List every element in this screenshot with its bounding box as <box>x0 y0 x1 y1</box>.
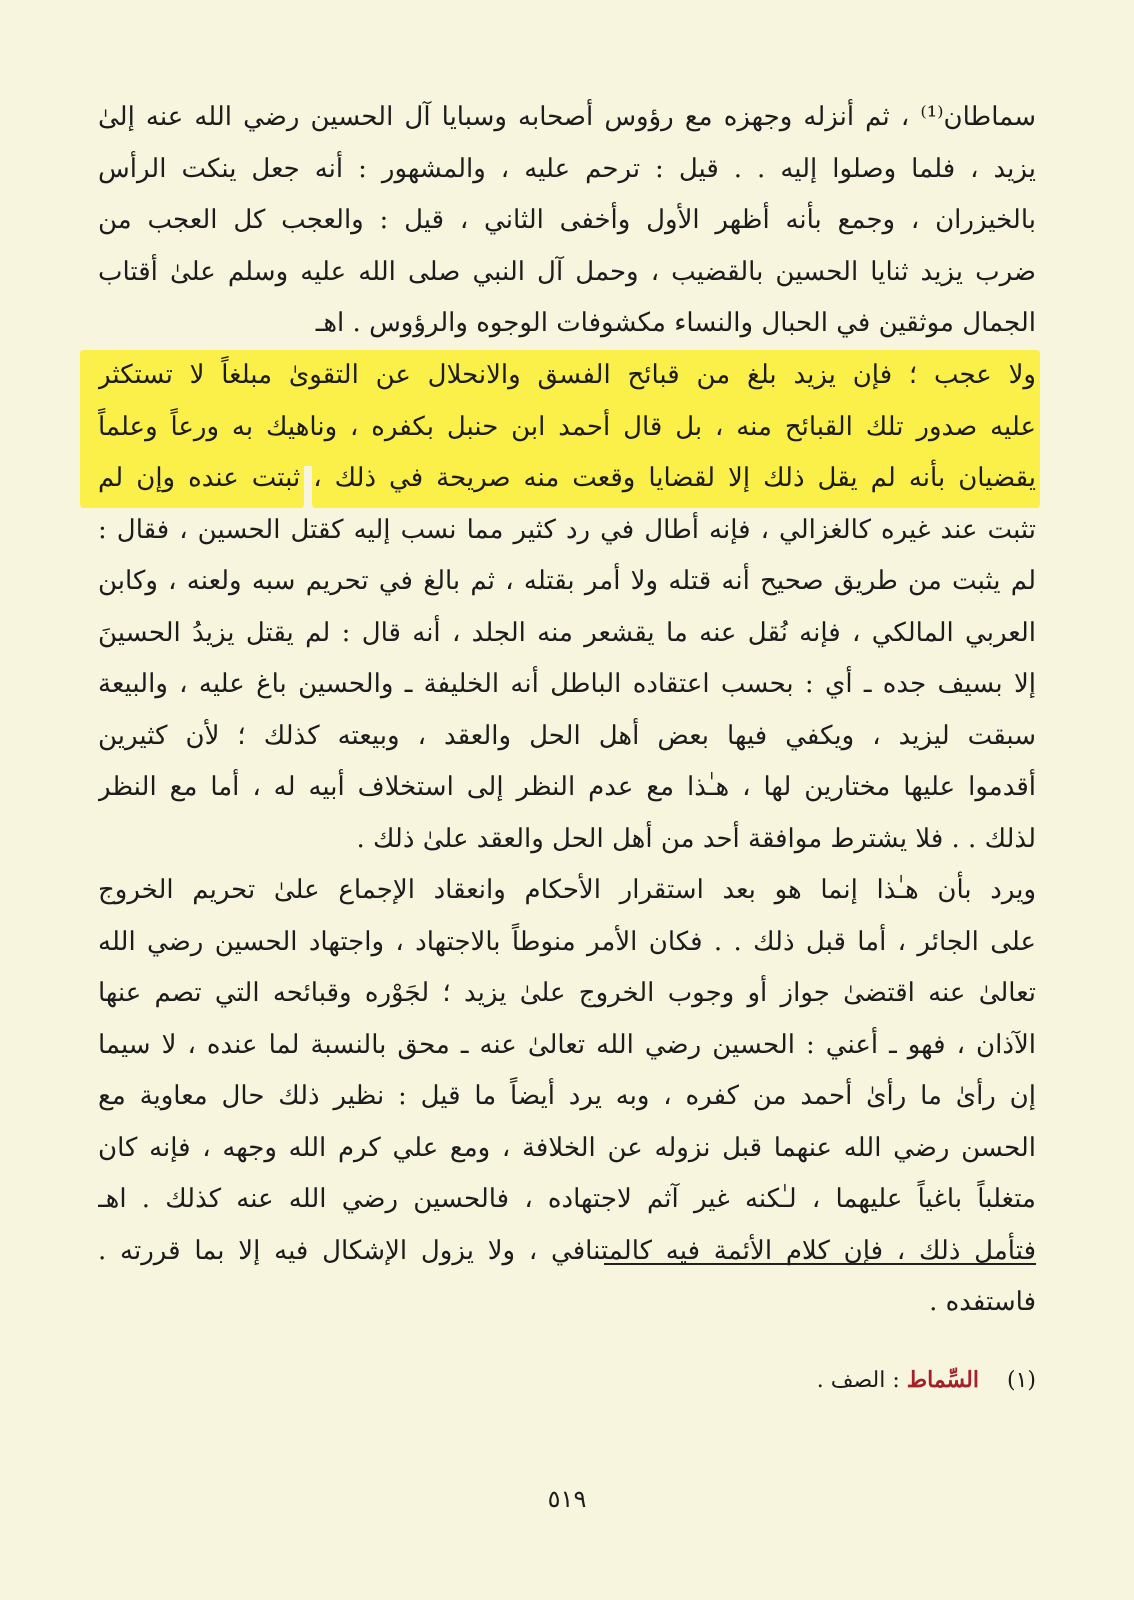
text-line: أقدموا عليها مختارين لها ، هـٰذا مع عدم النظر إلى استخلاف أبيه له ، أما مع النظر <box>98 772 1036 802</box>
paragraph-3 <box>98 865 1036 1329</box>
text-line: تثبت عند غيره كالغزالي ، فإنه أطال في رد كثير مما نسب إليه كقتل الحسين ، فقال : <box>98 514 1036 545</box>
text-line: لم يثبت من طريق صحيح أنه قتله ولا أمر بقتله ، ثم بالغ في تحريم سبه ولعنه ، وكابن <box>98 566 1036 596</box>
text-line: يزيد ، فلما وصلوا إليه . . قيل : ترحم عليه ، والمشهور : أنه جعل ينكت الرأس <box>98 153 1036 184</box>
page-number: ٥١٩ <box>547 1485 587 1513</box>
text-line: العربي المالكي ، فإنه نُقل عنه ما يقشعر منه الجلد ، أنه قال : لم يقتل يزيدُ الحسينَ <box>98 617 1036 648</box>
text-line: إلا بسيف جده ـ أي : بحسب اعتقاده الباطل أنه الخليفة ـ والحسين باغ عليه ، والبيعة <box>98 669 1036 699</box>
text-line: سبقت ليزيد ، ويكفي فيها بعض أهل الحل والعقد ، وبيعته كذلك ؛ لأن كثيرين <box>98 720 1036 751</box>
footnote-divider <box>604 1263 1036 1265</box>
text-line: الآذان ، فهو ـ أعني : الحسين رضي الله تعالىٰ عنه ـ محق بالنسبة لما عنده ، لا سيما <box>98 1029 1036 1060</box>
text-line: متغلباً باغياً عليهما ، لـٰكنه غير آثم لاجتهاده ، فالحسين رضي الله عنه كذلك . اهـ <box>98 1184 1036 1214</box>
text-line: الحسن رضي الله عنهما قبل نزوله عن الخلافة ، ومع علي كرم الله وجهه ، فإنه كان <box>98 1132 1036 1163</box>
text-line: إن رأىٰ ما رأىٰ أحمد من كفره ، وبه يرد أيضاً ما قيل : نظير ذلك حال معاوية مع <box>98 1081 1036 1111</box>
text-line: لذلك . . فلا يشترط موافقة أحد من أهل الحل والعقد علىٰ ذلك . <box>356 823 1036 854</box>
paragraph-1 <box>98 92 1036 350</box>
text-line: على الجائر ، أما قبل ذلك . . فكان الأمر منوطاً بالاجتهاد ، واجتهاد الحسين رضي الله <box>98 926 1036 957</box>
text-line: يقضيان بأنه لم يقل ذلك إلا لقضايا وقعت منه صريحة في ذلك ، ثبتت عنده وإن لم <box>98 463 1036 493</box>
text-line: ويرد بأن هـٰذا إنما هو بعد استقرار الأحكام وانعقاد الإجماع علىٰ تحريم الخروج <box>98 875 1036 905</box>
footnote-definition: : الصف . <box>816 1368 900 1393</box>
text-line: ولا عجب ؛ فإن يزيد بلغ من قبائح الفسق والانحلال عن التقوىٰ مبلغاً لا تستكثر <box>98 360 1036 390</box>
footnote-marker: (١) <box>1006 1368 1036 1393</box>
footnote-term: السِّماط <box>906 1367 979 1393</box>
text-line: عليه صدور تلك القبائح منه ، بل قال أحمد ابن حنبل بكفره ، وناهيك به ورعاً وعلماً <box>98 411 1036 442</box>
text-line: فتأمل ذلك ، فإن كلام الأئمة فيه كالمتنافي ، ولا يزول الإشكال فيه إلا بما قررته . <box>98 1235 1036 1266</box>
paragraph-2 <box>98 350 1036 865</box>
text-line: فاستفده . <box>929 1287 1036 1317</box>
text-line: سماطان⁽¹⁾ ، ثم أنزله وجهزه مع رؤوس أصحابه وسبايا آل الحسين رضي الله عنه إلىٰ <box>98 102 1036 132</box>
text-line: الجمال موثقين في الحبال والنساء مكشوفات الوجوه والرؤوس . اهـ <box>315 308 1036 338</box>
text-line: تعالىٰ عنه اقتضىٰ جواز أو وجوب الخروج علىٰ يزيد ؛ لجَوْره وقبائحه التي تصم عنها <box>98 978 1036 1008</box>
text-line: بالخيزران ، وجمع بأنه أظهر الأول وأخفى الثاني ، قيل : والعجب كل العجب من <box>98 205 1036 235</box>
text-line: ضرب يزيد ثنايا الحسين بالقضيب ، وحمل آل النبي صلى الله عليه وسلم علىٰ أقتاب <box>98 256 1036 287</box>
footnote <box>604 1365 1036 1396</box>
